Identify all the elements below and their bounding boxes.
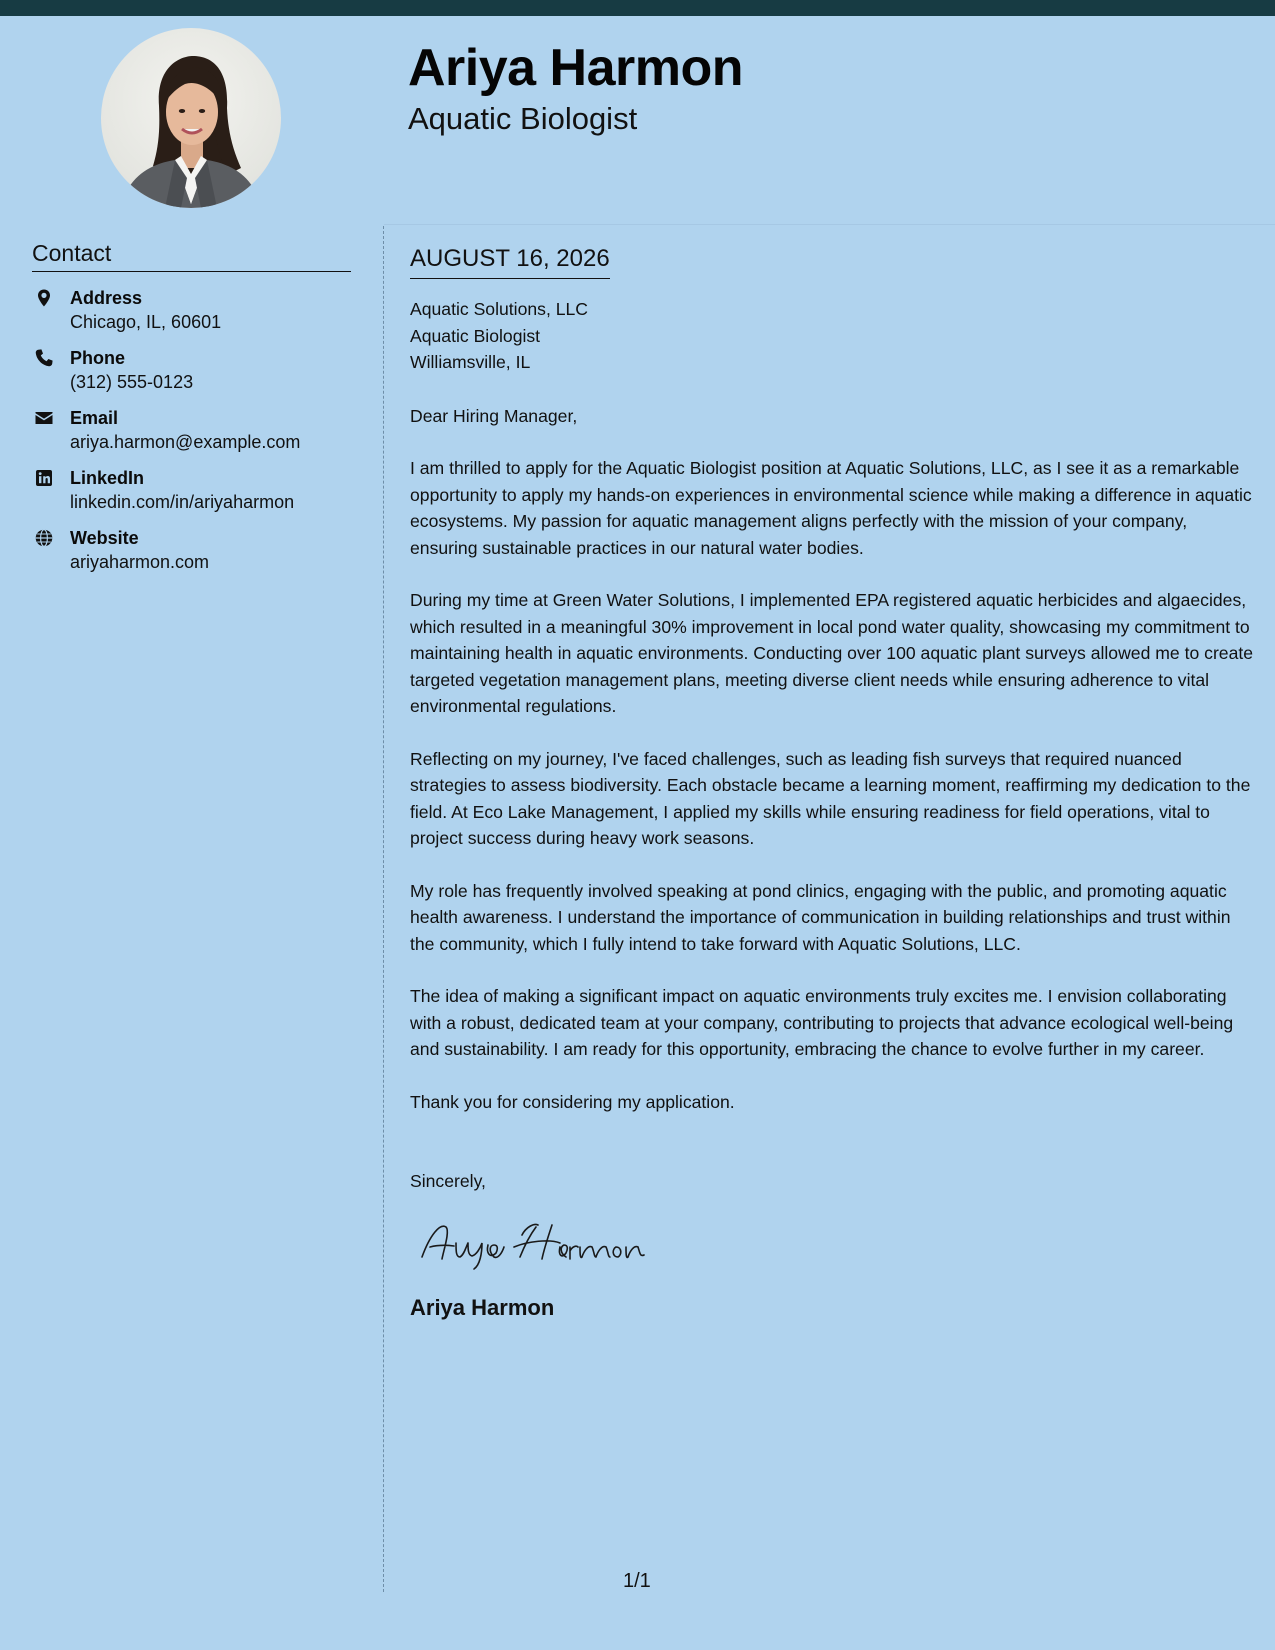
contact-value: ariyaharmon.com	[70, 552, 210, 572]
header-divider	[384, 224, 1275, 225]
contact-value: ariya.harmon@example.com	[70, 432, 301, 452]
job-title: Aquatic Biologist	[408, 101, 638, 136]
recipient-block	[410, 296, 1255, 376]
contact-label: Phone	[70, 348, 126, 368]
letter-paragraph: Thank you for considering my application.	[410, 1091, 735, 1112]
salutation: Dear Hiring Manager,	[410, 405, 578, 426]
letter-paragraph: The idea of making a significant impact on aquatic environments truly excites me. I envision collaborating with a robust, dedicated team at your company, contributing to projects that advance ecological well-being and sustainability. I am ready for this opportunity, embracing the chance to evolve further in my career.	[410, 986, 1234, 1059]
contact-label: Email	[70, 408, 119, 428]
handwritten-signature	[410, 1213, 1255, 1273]
contact-heading: Contact	[32, 240, 351, 272]
contact-label: LinkedIn	[70, 468, 145, 488]
contact-label: Website	[70, 528, 139, 548]
signer-name: Ariya Harmon	[410, 1294, 555, 1320]
map-pin-icon	[34, 288, 54, 308]
page-number: 1/1	[623, 1570, 651, 1592]
letter-paragraph: I am thrilled to apply for the Aquatic Biologist position at Aquatic Solutions, LLC, as I see it as a remarkable opportunity to apply my hands-on experiences in environmental science while making a difference in aquatic ecosystems. My passion for aquatic management aligns perfectly with the mission of your company, ensuring sustainable practices in our natural water bodies.	[410, 458, 1252, 558]
applicant-name: Ariya Harmon	[408, 39, 743, 97]
recipient-company: Aquatic Solutions, LLC	[410, 299, 588, 319]
contact-linkedin	[32, 466, 351, 514]
letter-paragraph: Reflecting on my journey, I've faced challenges, such as leading fish surveys that required nuanced strategies to assess biodiversity. Each obstacle became a learning moment, reaffirming my dedication to the field. At Eco Lake Management, I applied my skills while ensuring readiness for field operations, vital to project success during heavy work seasons.	[410, 748, 1251, 848]
recipient-position: Aquatic Biologist	[410, 325, 541, 346]
globe-icon	[34, 528, 54, 548]
contact-value: linkedin.com/in/ariyaharmon	[70, 492, 295, 512]
contact-phone	[32, 346, 351, 394]
contact-address	[32, 286, 351, 334]
recipient-location: Williamsville, IL	[410, 352, 531, 372]
contact-email	[32, 406, 351, 454]
linkedin-icon	[34, 468, 54, 488]
signature-image	[410, 1213, 660, 1273]
letter-paragraph: My role has frequently involved speaking at pond clinics, engaging with the public, and promoting aquatic health awareness. I understand the importance of communication in building relationships and trust within the community, which I fully intend to take forward with Aquatic Solutions, LLC.	[410, 880, 1231, 954]
contact-sidebar	[32, 240, 351, 574]
letter-date: AUGUST 16, 2026	[410, 244, 610, 279]
contact-website	[32, 526, 351, 574]
letter-paragraph: During my time at Green Water Solutions, I implemented EPA registered aquatic herbicides and algaecides, which resulted in a meaningful 30% improvement in local pond water quality, showcasing my commitment to maintaining health in aquatic environments. Conducting over 100 aquatic plant surveys allowed me to create targeted vegetation management plans, meeting diverse client needs while ensuring adherence to vital environmental regulations.	[410, 590, 1254, 716]
letter-body	[410, 244, 1255, 1321]
contact-value: (312) 555-0123	[70, 372, 194, 392]
envelope-icon	[34, 408, 54, 428]
column-divider	[383, 226, 384, 1592]
profile-photo	[101, 28, 281, 208]
avatar	[101, 28, 281, 208]
top-bar	[0, 0, 1275, 16]
contact-label: Address	[70, 288, 143, 308]
contact-value: Chicago, IL, 60601	[70, 312, 222, 332]
closing: Sincerely,	[410, 1171, 486, 1191]
phone-icon	[34, 348, 54, 368]
